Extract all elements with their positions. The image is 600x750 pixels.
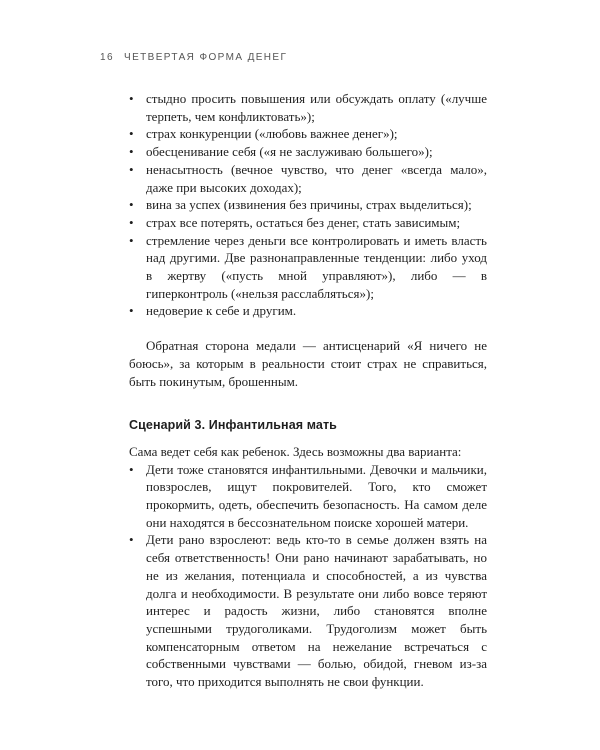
list-item: • стыдно просить повышения или обсуждать оплату («лучше терпеть, чем конфликтовать»); <box>129 90 487 125</box>
running-head <box>100 52 287 63</box>
list-item: • стремление через деньги все контролировать и иметь власть над другими. Две разнонаправленные тенденции: либо уход в жертву («пусть мной управляют»), либо — в гиперконтроль («нельзя расслабляться»); <box>129 232 487 303</box>
list-item: • ненасытность (вечное чувство, что денег «всегда мало», даже при высоких доходах); <box>129 161 487 196</box>
list-item: • страх конкуренции («любовь важнее денег»); <box>129 125 487 143</box>
list-item: • обесценивание себя («я не заслуживаю большего»); <box>129 143 487 161</box>
paragraph-antiscenario: Обратная сторона медали — антисценарий «Я ничего не боюсь», за которым в реальности стоит страх не справиться, быть покинутым, брошенным. <box>129 338 487 389</box>
running-title: ЧЕТВЕРТАЯ ФОРМА ДЕНЕГ <box>124 52 288 63</box>
section-intro: Сама ведет себя как ребенок. Здесь возможны два варианта: <box>129 443 462 459</box>
list-item: • страх все потерять, остаться без денег, стать зависимым; <box>129 214 487 232</box>
bullet-list-variants <box>129 461 487 691</box>
section-heading: Сценарий 3. Инфантильная мать <box>129 418 337 433</box>
page-number: 16 <box>100 52 114 63</box>
list-item: • вина за успех (извинения без причины, страх выделиться); <box>129 196 487 214</box>
bullet-list-fears <box>129 90 487 320</box>
list-item: • недоверие к себе и другим. <box>129 302 487 320</box>
list-item: • Дети тоже становятся инфантильными. Девочки и мальчики, повзрослев, ищут покровителей. Того, кто сможет прокормить, одеть, обеспечить безопасность. На самом деле они находятся в бессознательном поиске хорошей матери. <box>129 461 487 532</box>
body-text <box>129 90 487 691</box>
list-item: • Дети рано взрослеют: ведь кто-то в семье должен взять на себя ответственность! Они рано начинают зарабатывать, но не из желания, потенциала и способностей, а из чувства долга и необходимости. В результате они либо вовсе теряют интерес и радость жизни, либо становятся вполне успешными трудоголиками. Трудоголизм может быть компенсаторным ответом на нежелание встречаться с собственными чувствами — болью, обидой, гневом из-за того, что приходится выполнять не свои функции. <box>129 531 487 690</box>
